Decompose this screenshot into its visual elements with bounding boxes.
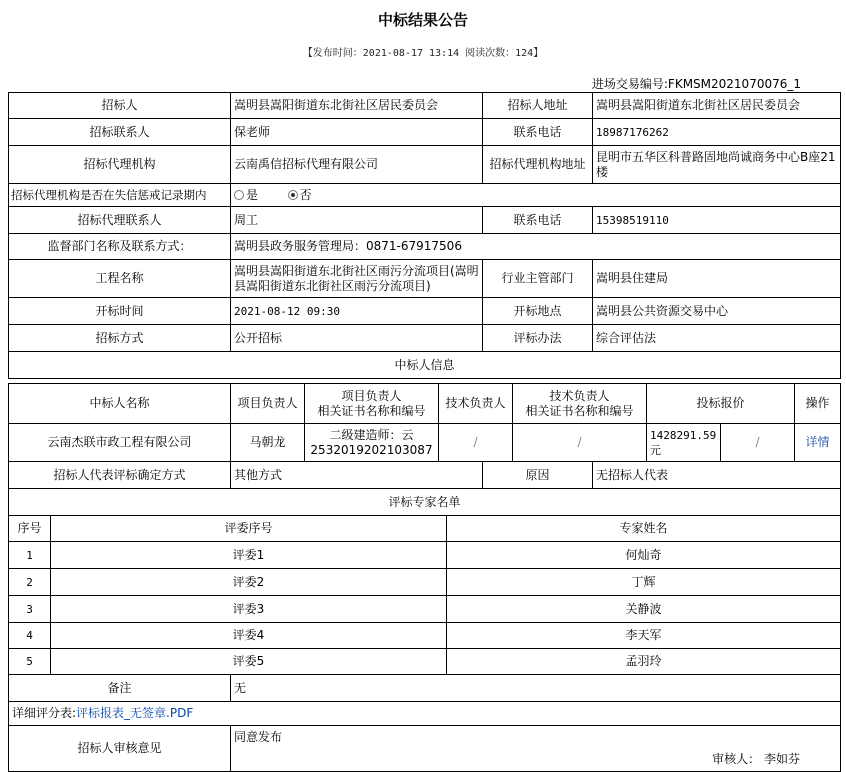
winner-tech: /: [439, 424, 513, 462]
winner-table: [8, 383, 841, 462]
winner-price: 1428291.59元: [647, 424, 721, 462]
expert-name: 何灿奇: [447, 542, 841, 569]
agency-address-value: 昆明市五华区科普路固地尚诚商务中心B座21楼: [593, 146, 841, 184]
authority-value: 嵩明县住建局: [593, 260, 841, 298]
table-row: [9, 569, 841, 596]
method-value: 公开招标: [231, 325, 483, 352]
agency-address-label: 招标代理机构地址: [483, 146, 593, 184]
open-place-value: 嵩明县公共资源交易中心: [593, 298, 841, 325]
table-row: [9, 542, 841, 569]
blacklist-options: [231, 184, 841, 207]
winner-action-cell: [795, 424, 841, 462]
open-time-value: 2021-08-12 09:30: [231, 298, 483, 325]
footer-table: [8, 674, 841, 772]
table-row: [9, 623, 841, 649]
expert-no: 3: [9, 596, 51, 623]
agency-contact-label: 招标代理联系人: [9, 207, 231, 234]
authority-label: 行业主管部门: [483, 260, 593, 298]
table-row: [9, 649, 841, 675]
expert-seat: 评委2: [51, 569, 447, 596]
expert-seat-header: 评委序号: [51, 516, 447, 542]
radio-no-label: 否: [299, 187, 312, 202]
expert-no: 1: [9, 542, 51, 569]
blacklist-label: 招标代理机构是否在失信惩戒记录期内: [9, 184, 231, 207]
opinion-label: 招标人审核意见: [9, 726, 231, 772]
agency-contact-value: 周工: [231, 207, 483, 234]
pm-header: 项目负责人: [231, 384, 305, 424]
eval-method-label: 评标办法: [483, 325, 593, 352]
winner-name: 云南杰联市政工程有限公司: [9, 424, 231, 462]
reason-label: 原因: [483, 462, 593, 489]
radio-no[interactable]: [288, 190, 298, 200]
expert-name: 关静波: [447, 596, 841, 623]
tenderer-label: 招标人: [9, 93, 231, 119]
page-title: 中标结果公告: [377, 11, 468, 29]
winner-pm: 马朝龙: [231, 424, 305, 462]
contact-label: 招标联系人: [9, 119, 231, 146]
expert-seat: 评委4: [51, 623, 447, 649]
method-label: 招标方式: [9, 325, 231, 352]
tenderer-address-value: 嵩明县嵩阳街道东北街社区居民委员会: [593, 93, 841, 119]
supervisor-value: 嵩明县政务服务管理局：0871-67917506: [231, 234, 841, 260]
experts-table: [8, 515, 841, 675]
agency-phone-value: 15398519110: [593, 207, 841, 234]
winner-name-header: 中标人名称: [9, 384, 231, 424]
expert-seat: 评委3: [51, 596, 447, 623]
phone-value: 18987176262: [593, 119, 841, 146]
remark-label: 备注: [9, 675, 231, 702]
supervisor-label: 监督部门名称及联系方式：: [9, 234, 231, 260]
table-row: [9, 596, 841, 623]
agency-phone-label: 联系电话: [483, 207, 593, 234]
expert-no: 5: [9, 649, 51, 675]
expert-no: 2: [9, 569, 51, 596]
radio-yes[interactable]: [234, 190, 244, 200]
action-header: 操作: [795, 384, 841, 424]
experts-section-title: 评标专家名单: [9, 489, 841, 516]
expert-name-header: 专家姓名: [447, 516, 841, 542]
reviewer: 审核人： 李如芬: [712, 752, 800, 766]
opinion-value: 同意发布: [234, 730, 283, 744]
expert-no: 4: [9, 623, 51, 649]
expert-name: 孟羽玲: [447, 649, 841, 675]
radio-yes-label: 是: [246, 187, 259, 202]
expert-name: 丁辉: [447, 569, 841, 596]
remark-value: 无: [231, 675, 841, 702]
tender-info-table: [8, 92, 841, 379]
expert-name: 李天军: [447, 623, 841, 649]
phone-label: 联系电话: [483, 119, 593, 146]
tenderer-address-label: 招标人地址: [483, 93, 593, 119]
eval-method-value: 综合评估法: [593, 325, 841, 352]
project-value: 嵩明县嵩阳街道东北街社区雨污分流项目(嵩明县嵩阳街道东北街社区雨污分流项目): [231, 260, 483, 298]
trade-number: 进场交易编号:FKMSM2021070076_1: [591, 77, 801, 91]
rep-method-value: 其他方式: [231, 462, 483, 489]
project-label: 工程名称: [9, 260, 231, 298]
winner-section-title: 中标人信息: [9, 352, 841, 379]
expert-seat: 评委5: [51, 649, 447, 675]
detail-file-link[interactable]: 评标报表_无签章.PDF: [76, 706, 194, 720]
detail-row: [9, 702, 841, 726]
contact-value: 保老师: [231, 119, 483, 146]
rep-table: [8, 461, 841, 516]
winner-tech-cert: /: [513, 424, 647, 462]
winner-pm-cert: 二级建造师：云2532019202103087: [305, 424, 439, 462]
tenderer-value: 嵩明县嵩阳街道东北街社区居民委员会: [231, 93, 483, 119]
agency-value: 云南禹信招标代理有限公司: [231, 146, 483, 184]
open-place-label: 开标地点: [483, 298, 593, 325]
expert-seat: 评委1: [51, 542, 447, 569]
opinion-cell: [231, 726, 841, 772]
detail-label: 详细评分表:: [12, 706, 77, 720]
tech-header: 技术负责人: [439, 384, 513, 424]
open-time-label: 开标时间: [9, 298, 231, 325]
detail-link[interactable]: 详情: [805, 435, 830, 449]
tech-cert-header: 技术负责人 相关证书名称和编号: [513, 384, 647, 424]
reason-value: 无招标人代表: [593, 462, 841, 489]
price-header: 投标报价: [647, 384, 795, 424]
agency-label: 招标代理机构: [9, 146, 231, 184]
winner-price-extra: /: [721, 424, 795, 462]
rep-method-label: 招标人代表评标确定方式: [9, 462, 231, 489]
expert-no-header: 序号: [9, 516, 51, 542]
publish-meta: 【发布时间：2021-08-17 13:14 阅读次数：124】: [302, 48, 544, 59]
pm-cert-header: 项目负责人 相关证书名称和编号: [305, 384, 439, 424]
